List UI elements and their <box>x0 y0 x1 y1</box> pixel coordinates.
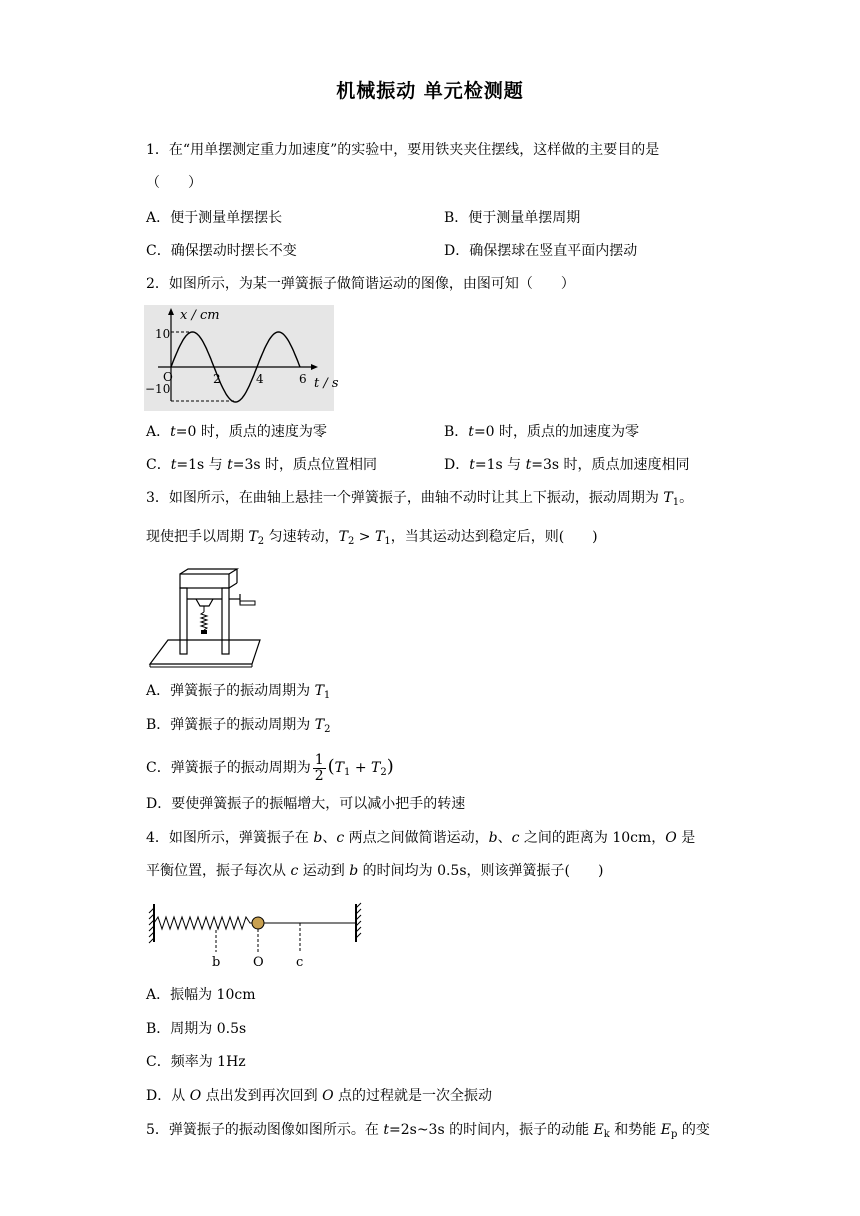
oscillator-ball <box>252 917 264 929</box>
q5-stem: 5．弹簧振子的振动图像如图所示。在 t=2s~3s 的时间内，振子的动能 $E_k$ 和势能 $E_p$ 的变 <box>146 1122 710 1140</box>
fraction-one-half: $\frac{1}{2}$ <box>314 751 324 784</box>
label-b: b <box>212 955 221 970</box>
q3-stem-line2: 现使把手以周期 $T_2$ 匀速转动，$T_2 > T_1$，当其运动达到稳定后，则( ) <box>146 529 598 547</box>
q3-option-b: B．弹簧振子的振动周期为 $T_2$ <box>146 717 331 735</box>
left-pillar <box>180 588 187 654</box>
label-c: c <box>296 955 304 970</box>
origin-label: O <box>163 370 173 384</box>
q3-option-c: C．弹簧振子的振动周期为 $\frac{1}{2}$ $(T_1 + T_2)$ <box>146 751 394 784</box>
q1-option-a: A．便于测量单摆摆长 <box>146 210 283 226</box>
spring <box>154 917 252 929</box>
q4-option-d: D．从 O 点出发到再次回到 O 点的过程就是一次全振动 <box>146 1088 493 1104</box>
graph-background <box>144 305 334 411</box>
q3-stem-line1: 3．如图所示，在曲轴上悬挂一个弹簧振子，曲轴不动时让其上下振动，振动周期为 $T_1$。 <box>146 490 694 508</box>
q4-stem-line2: 平衡位置，振子每次从 c 运动到 b 的时间均为 0.5s，则该弹簧振子( ) <box>146 863 604 879</box>
q3-option-d: D．要使弹簧振子的振幅增大，可以减小把手的转速 <box>146 796 466 812</box>
x-tick-6: 6 <box>299 372 307 386</box>
q4-option-a: A．振幅为 10cm <box>146 987 256 1003</box>
label-o: O <box>253 955 264 970</box>
q1-option-d: D．确保摆球在竖直平面内摆动 <box>444 243 638 259</box>
q2-option-c: C．t=1s 与 t=3s 时，质点位置相同 <box>146 457 378 473</box>
q3-option-a: A．弹簧振子的振动周期为 $T_1$ <box>146 683 331 701</box>
q4-stem-line1: 4．如图所示，弹簧振子在 b、c 两点之间做简谐运动，b、c 之间的距离为 10cm，O 是 <box>146 830 696 846</box>
top-beam <box>180 574 229 588</box>
q4-option-b: B．周期为 0.5s <box>146 1021 247 1037</box>
page-title: 机械振动 单元检测题 <box>336 80 524 102</box>
spring <box>201 612 207 630</box>
q3-crankshaft-figure <box>148 566 262 668</box>
oscillator-mass <box>201 630 207 634</box>
base-plate <box>150 640 260 664</box>
q4-spring-oscillator-figure <box>148 900 364 970</box>
y-axis-label: x / cm <box>180 308 220 323</box>
y-tick-minus-10: −10 <box>145 382 171 396</box>
x-tick-4: 4 <box>256 372 264 386</box>
hand-crank-handle <box>240 601 255 605</box>
q2-stem: 2．如图所示，为某一弹簧振子做简谐运动的图像，由图可知（ ） <box>146 276 575 292</box>
x-tick-2: 2 <box>213 372 221 386</box>
q1-stem: 1．在“用单摆测定重力加速度”的实验中，要用铁夹夹住摆线，这样做的主要目的是 <box>146 142 660 158</box>
q2-option-a: A．t=0 时，质点的速度为零 <box>146 424 327 440</box>
q1-option-b: B．便于测量单摆周期 <box>444 210 581 226</box>
q1-option-c: C．确保摆动时摆长不变 <box>146 243 297 259</box>
q1-paren: （ ） <box>146 175 202 191</box>
q4-option-c: C．频率为 1Hz <box>146 1054 246 1070</box>
q2-option-d: D．t=1s 与 t=3s 时，质点加速度相同 <box>444 457 690 473</box>
y-tick-10: 10 <box>155 327 171 341</box>
x-axis-label: t / s <box>314 376 339 391</box>
right-pillar <box>222 588 229 654</box>
q2-option-b: B．t=0 时，质点的加速度为零 <box>444 424 640 440</box>
q2-vibration-graph <box>144 305 339 411</box>
